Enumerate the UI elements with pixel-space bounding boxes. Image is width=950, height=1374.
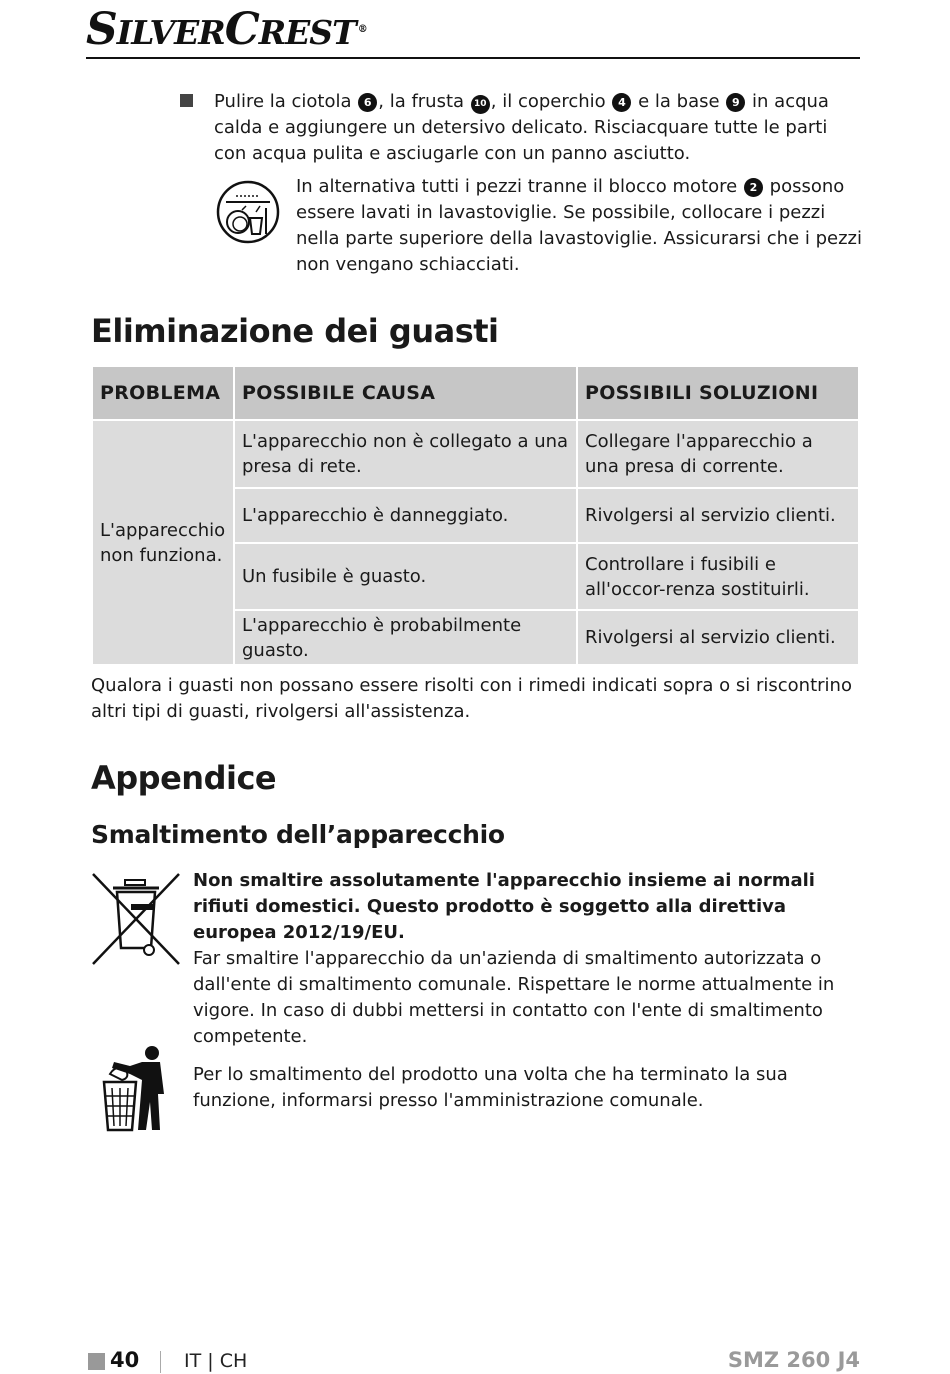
solution-cell: Controllare i fusibili e all'occor-renza sostituirli.	[577, 543, 859, 610]
header-problem: PROBLEMA	[92, 366, 234, 420]
part-number-badge: 9	[726, 93, 745, 112]
page-number: 40	[110, 1348, 140, 1372]
weee-text: Far smaltire l'apparecchio da un'azienda di smaltimento autorizzata o dall'ente di smaltimento comunale. Rispettare le norme attualmente in vigore. In caso di dubbi mettersi in contatto con l'ente di smaltimento competente.	[193, 948, 835, 1047]
disposal-title: Smaltimento dell’apparecchio	[91, 820, 505, 849]
part-number-badge: 10	[471, 95, 490, 114]
cleaning-bullet-text: Pulire la ciotola 6 , la frusta 10 , il coperchio 4 e la base 9 in acqua calda e aggiungere un detersivo delicato. Risciacquare tutte le parti con acqua pulita e asciugarle con un panno asciutto.	[214, 91, 829, 164]
brand-logo: SILVERCREST ®	[86, 4, 367, 55]
tidyman-icon	[100, 1044, 172, 1138]
solution-cell: Rivolgersi al servizio clienti.	[577, 610, 859, 665]
table-header-row	[92, 366, 859, 420]
bin-text: Per lo smaltimento del prodotto una volta che ha terminato la sua funzione, informarsi presso l'amministrazione comunale.	[193, 1064, 788, 1111]
troubleshooting-note: Qualora i guasti non possano essere risolti con i rimedi indicati sopra o si riscontrino altri tipi di guasti, rivolgersi all'assistenza.	[91, 675, 852, 722]
problem-cell: L'apparecchio non funziona.	[92, 420, 234, 665]
header-rule	[86, 57, 860, 59]
cause-cell: Un fusibile è guasto.	[234, 543, 577, 610]
cause-cell: L'apparecchio non è collegato a una presa di rete.	[234, 420, 577, 488]
footer-square	[88, 1353, 105, 1370]
appendix-title: Appendice	[91, 759, 277, 797]
solution-cell: Rivolgersi al servizio clienti.	[577, 488, 859, 543]
footer-language: IT | CH	[184, 1350, 248, 1372]
crossed-out-bin-icon	[91, 872, 181, 970]
dishwasher-safe-icon	[216, 180, 280, 248]
header-solution: POSSIBILI SOLUZIONI	[577, 366, 859, 420]
troubleshooting-title: Eliminazione dei guasti	[91, 312, 499, 350]
part-number-badge: 6	[358, 93, 377, 112]
weee-warning-bold: Non smaltire assolutamente l'apparecchio insieme ai normali rifiuti domestici. Questo prodotto è soggetto alla direttiva europea 2012/19/EU.	[193, 870, 815, 943]
cause-cell: L'apparecchio è probabilmente guasto.	[234, 610, 577, 665]
part-number-badge: 2	[744, 178, 763, 197]
dishwasher-text: In alternativa tutti i pezzi tranne il blocco motore 2 possono essere lavati in lavastoviglie. Se possibile, collocare i pezzi nella parte superiore della lavastoviglie. Assicurarsi che i pezzi non vengano schiacciati.	[296, 176, 862, 275]
footer-model: SMZ 260 J4	[727, 1348, 860, 1372]
footer-separator	[160, 1351, 161, 1373]
table-row	[92, 420, 859, 488]
header-cause: POSSIBILE CAUSA	[234, 366, 577, 420]
troubleshooting-table	[91, 365, 860, 666]
part-number-badge: 4	[612, 93, 631, 112]
solution-cell: Collegare l'apparecchio a una presa di corrente.	[577, 420, 859, 488]
bullet-square	[180, 94, 193, 107]
cause-cell: L'apparecchio è danneggiato.	[234, 488, 577, 543]
